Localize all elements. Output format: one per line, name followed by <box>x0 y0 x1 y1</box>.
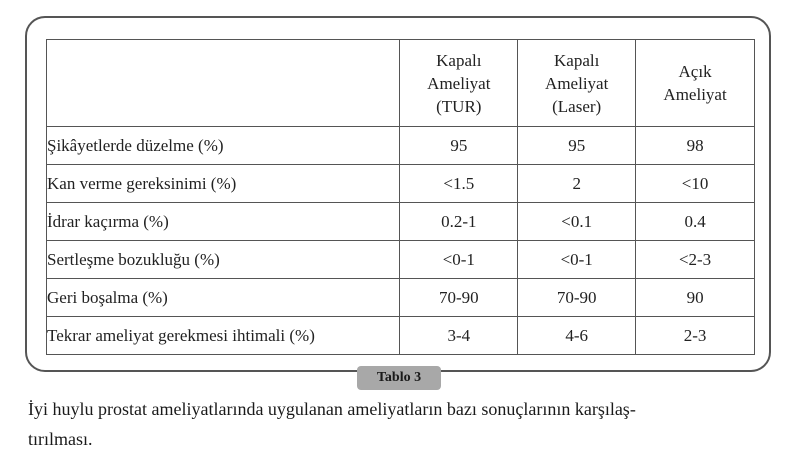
table-header-row <box>47 40 755 127</box>
table-cell: <1.5 <box>400 165 518 203</box>
row-label: Sertleşme bozukluğu (%) <box>47 241 400 279</box>
header-kapali-laser <box>518 40 636 127</box>
comparison-table <box>46 39 755 355</box>
table-row <box>47 317 755 355</box>
table-row <box>47 127 755 165</box>
row-label: Tekrar ameliyat gerekmesi ihtimali (%) <box>47 317 400 355</box>
table-row <box>47 241 755 279</box>
table-cell: 70-90 <box>518 279 636 317</box>
caption-line: İyi huylu prostat ameliyatlarında uygulanan ameliyatların bazı sonuçlarının karşılaş- <box>28 399 636 419</box>
header-text: Kapalı <box>554 50 600 70</box>
table-cell: <0-1 <box>400 241 518 279</box>
table-cell: 0.2-1 <box>400 203 518 241</box>
header-text: Ameliyat <box>427 73 491 93</box>
table-cell: 98 <box>636 127 755 165</box>
table-cell: 2 <box>518 165 636 203</box>
table-cell: 90 <box>636 279 755 317</box>
row-label: İdrar kaçırma (%) <box>47 203 400 241</box>
header-kapali-tur <box>400 40 518 127</box>
table-cell: 95 <box>400 127 518 165</box>
table-row <box>47 279 755 317</box>
header-text: Ameliyat <box>545 73 609 93</box>
row-label: Kan verme gereksinimi (%) <box>47 165 400 203</box>
row-label: Geri boşalma (%) <box>47 279 400 317</box>
table-cell: <0-1 <box>518 241 636 279</box>
table-cell: 4-6 <box>518 317 636 355</box>
table-cell: <10 <box>636 165 755 203</box>
table-caption <box>28 394 780 454</box>
caption-line: tırılması. <box>28 429 93 449</box>
header-text: Açık <box>678 62 712 81</box>
table-cell: 95 <box>518 127 636 165</box>
table-cell: <2-3 <box>636 241 755 279</box>
header-text: (Laser) <box>552 96 602 116</box>
header-text: Ameliyat <box>663 85 727 104</box>
row-label: Şikâyetlerde düzelme (%) <box>47 127 400 165</box>
table-number-badge: Tablo 3 <box>357 366 441 390</box>
table-cell: 3-4 <box>400 317 518 355</box>
table-row <box>47 165 755 203</box>
header-text: Kapalı <box>436 50 482 70</box>
table-cell: <0.1 <box>518 203 636 241</box>
header-empty-cell <box>47 40 400 127</box>
table-row <box>47 203 755 241</box>
table-cell: 70-90 <box>400 279 518 317</box>
table-cell: 2-3 <box>636 317 755 355</box>
table-cell: 0.4 <box>636 203 755 241</box>
header-acik <box>636 40 755 127</box>
header-text: (TUR) <box>436 96 482 116</box>
